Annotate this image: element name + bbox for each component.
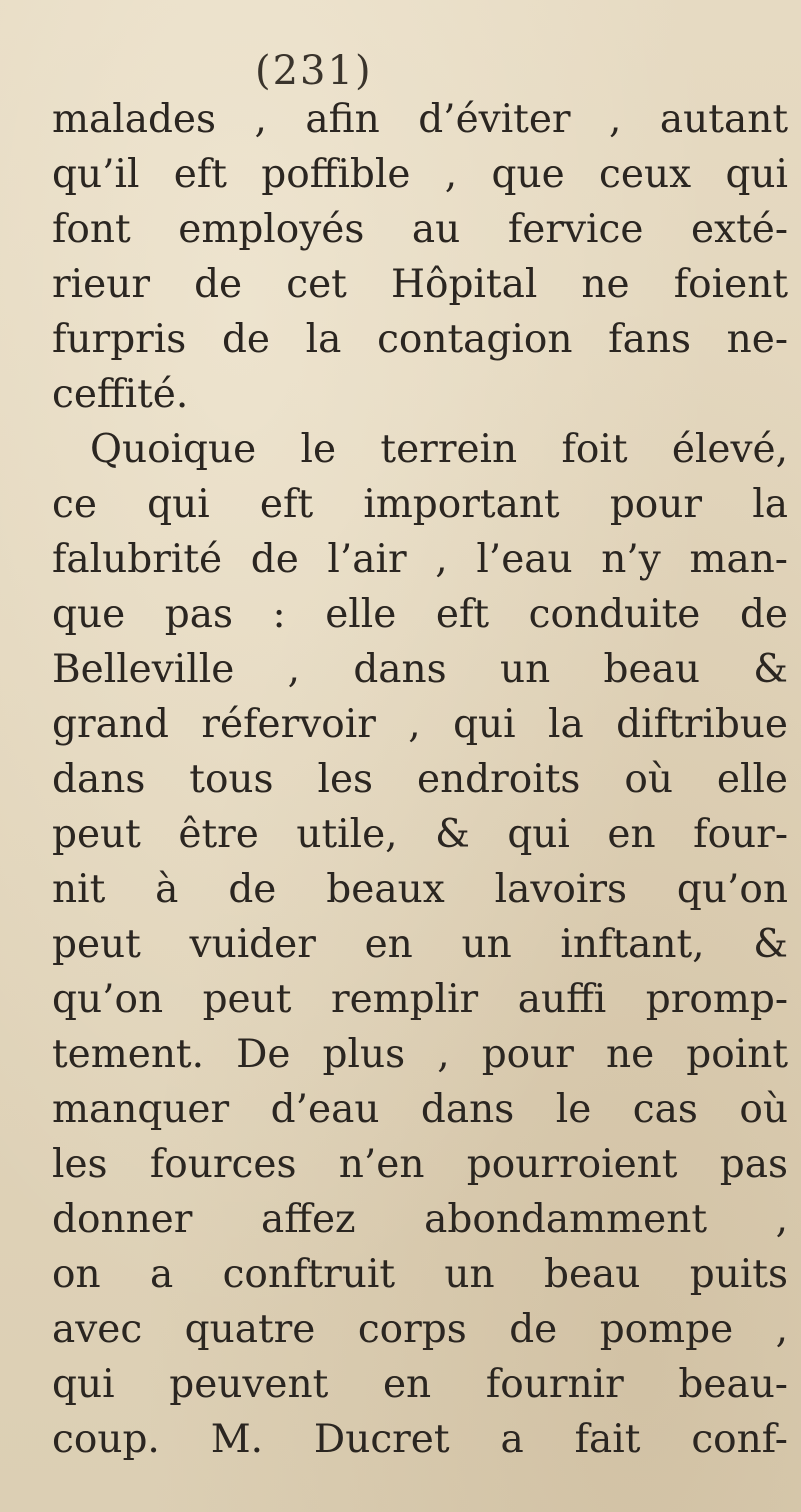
page-number: (231) — [255, 48, 373, 94]
text-line: tement. De plus , pour ne point — [52, 1032, 788, 1077]
body-text — [52, 92, 788, 1467]
text-line: grand réfervoir , qui la diftribue — [52, 702, 788, 747]
text-line: coup. M. Ducret a fait conf- — [52, 1417, 788, 1462]
text-line: qui peuvent en fournir beau- — [52, 1362, 788, 1407]
text-line: ce qui eft important pour la — [52, 482, 788, 527]
text-line: qu’on peut remplir auffi promp- — [52, 977, 788, 1022]
text-line: furpris de la contagion fans ne- — [52, 317, 788, 362]
text-line: les fources n’en pourroient pas — [52, 1142, 788, 1187]
text-line: avec quatre corps de pompe , — [52, 1307, 788, 1352]
text-line: que pas : elle eft conduite de — [52, 592, 788, 637]
text-line: nit à de beaux lavoirs qu’on — [52, 867, 788, 912]
text-line: font employés au fervice exté- — [52, 207, 788, 252]
text-line: peut être utile, & qui en four- — [52, 812, 788, 857]
text-line: ceffité. — [52, 372, 189, 417]
text-line: peut vuider en un inftant, & — [52, 922, 788, 967]
text-line: on a conftruit un beau puits — [52, 1252, 788, 1297]
text-line: qu’il eft poffible , que ceux qui — [52, 152, 788, 197]
text-line: falubrité de l’air , l’eau n’y man- — [52, 537, 788, 582]
text-line: donner affez abondamment , — [52, 1197, 788, 1242]
text-line: malades , afin d’éviter , autant — [52, 97, 788, 142]
text-line: dans tous les endroits où elle — [52, 757, 788, 802]
text-line: rieur de cet Hôpital ne foient — [52, 262, 788, 307]
text-line: manquer d’eau dans le cas où — [52, 1087, 788, 1132]
text-line: Belleville , dans un beau & — [52, 647, 788, 692]
text-line: Quoique le terrein foit élevé, — [90, 427, 788, 472]
